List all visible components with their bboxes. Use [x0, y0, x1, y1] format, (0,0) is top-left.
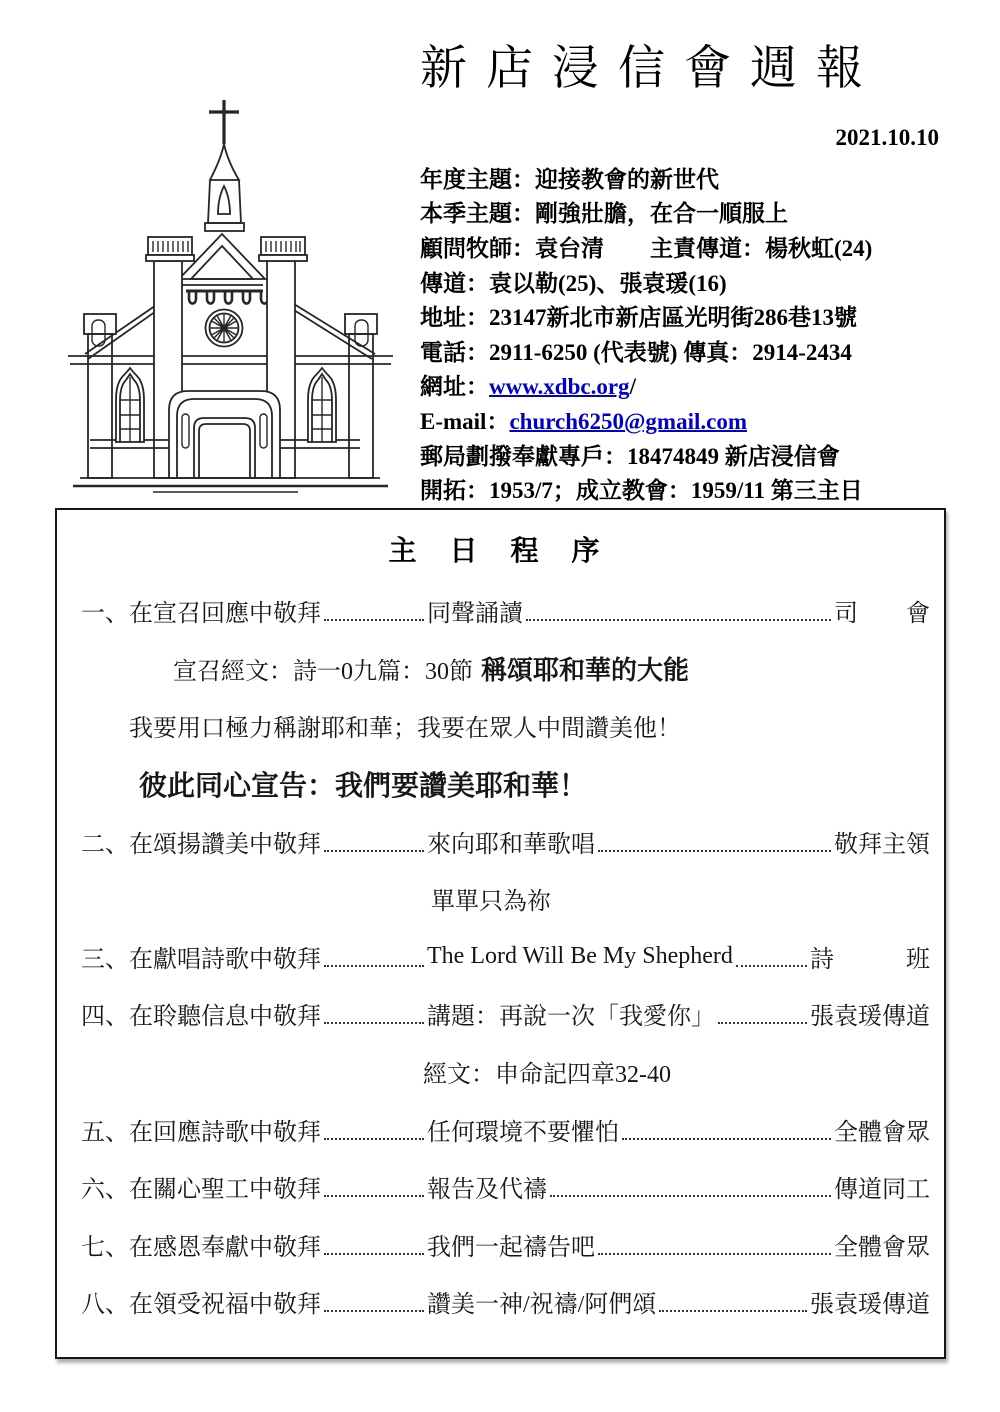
row-item: The Lord Will Be My Shepherd: [427, 942, 733, 969]
postal-line: 郵局劃撥奉獻專戶：18474849 新店浸信會: [420, 443, 840, 469]
row-who: 司 會: [834, 601, 930, 628]
call-verse-line: [81, 697, 930, 755]
row-left: 四、在聆聽信息中敬拜: [81, 1004, 321, 1031]
dotted-leader: [526, 619, 831, 621]
program-rows: [57, 582, 944, 1331]
founding-line: 開拓：1953/7；成立教會：1959/11 第三主日: [420, 478, 863, 504]
row-left: 六、在關心聖工中敬拜: [81, 1177, 321, 1204]
row-item: 報告及代禱: [427, 1177, 547, 1204]
program-row-1: [81, 582, 930, 640]
program-row-7: [81, 1216, 930, 1274]
dotted-leader: [718, 1022, 807, 1024]
dotted-leader: [550, 1195, 831, 1197]
program-row-4: [81, 985, 930, 1043]
dotted-leader: [598, 850, 831, 852]
row-left: 一、在宣召回應中敬拜: [81, 601, 321, 628]
row-who: 詩 班: [810, 946, 930, 973]
proclamation-line: [81, 755, 930, 813]
dotted-leader: [324, 619, 424, 621]
row-left: 三、在獻唱詩歌中敬拜: [81, 946, 321, 973]
email-label: E-mail：: [420, 408, 510, 434]
proclamation-text: 彼此同心宣告：我們要讚美耶和華！: [139, 770, 588, 802]
row-left: 七、在感恩奉獻中敬拜: [81, 1234, 321, 1261]
dotted-leader: [324, 850, 424, 852]
season-theme-line: 本季主題：剛強壯膽，在合一順服上: [420, 201, 788, 227]
program-title: 主 日 程 序: [388, 536, 613, 567]
church-illustration: [58, 88, 403, 503]
call-verse-text: 我要用口極力稱謝耶和華；我要在眾人中間讚美他！: [129, 716, 681, 743]
page-title: 新店浸信會週報: [420, 43, 882, 95]
row-who: 傳道同工: [834, 1177, 930, 1204]
annual-theme-line: 年度主題：迎接教會的新世代: [420, 166, 719, 192]
dotted-leader: [736, 965, 807, 967]
dotted-leader: [622, 1138, 831, 1140]
program-row-6: [81, 1158, 930, 1216]
row-left: 八、在領受祝福中敬拜: [81, 1292, 321, 1319]
dotted-leader: [324, 1138, 424, 1140]
program-row-3: [81, 928, 930, 986]
dotted-leader: [324, 965, 424, 967]
row-item: 來向耶和華歌唱: [427, 831, 595, 858]
header: [420, 40, 975, 509]
row-who: 全體會眾: [834, 1119, 930, 1146]
dotted-leader: [659, 1310, 807, 1312]
email-link[interactable]: church6250@gmail.com: [509, 408, 747, 434]
church-info-list: [420, 163, 975, 509]
row-who: 張袁瑗傳道: [810, 1004, 930, 1031]
row-item: 同聲誦讀: [427, 601, 523, 628]
website-label: 網址：: [420, 374, 489, 400]
call-scripture-title: 稱頌耶和華的大能: [481, 655, 690, 685]
row-item: 我們一起禱告吧: [427, 1234, 595, 1261]
website-link[interactable]: www.xdbc.org: [489, 374, 630, 400]
dotted-leader: [324, 1253, 424, 1255]
row-who: 張袁瑗傳道: [810, 1292, 930, 1319]
row-who: 敬拜主領: [834, 831, 930, 858]
row-item: 講題：再說一次「我愛你」: [427, 1004, 715, 1031]
row-who: 全體會眾: [834, 1234, 930, 1261]
address-line: 地址：23147新北市新店區光明街286巷13號: [420, 305, 857, 331]
call-scripture-line: [81, 640, 930, 698]
dotted-leader: [324, 1022, 424, 1024]
dotted-leader: [324, 1195, 424, 1197]
phone-line: 電話：2911-6250 (代表號) 傳真：2914-2434: [420, 339, 852, 365]
cross-icon: [209, 100, 239, 144]
sunday-program-section: [55, 508, 946, 1359]
program-row-5: [81, 1100, 930, 1158]
call-scripture-ref: 宣召經文：詩一0九篇：30節: [173, 658, 473, 685]
row-item: 任何環境不要懼怕: [427, 1119, 619, 1146]
row-left: 五、在回應詩歌中敬拜: [81, 1119, 321, 1146]
pastor-line: 顧問牧師：袁台清 主責傳道：楊秋虹(24): [420, 235, 873, 261]
issue-date: 2021.10.10: [835, 124, 939, 150]
program-row-2: [81, 812, 930, 870]
program-row-8: [81, 1273, 930, 1331]
email-line: [420, 405, 975, 440]
sermon-scripture-line: [81, 1043, 930, 1101]
hymn-subtitle-line: [81, 870, 930, 928]
website-suffix: /: [629, 374, 636, 400]
hymn-subtitle-text: 單單只為祢: [431, 889, 551, 916]
dotted-leader: [598, 1253, 831, 1255]
row-item: 讚美一神/祝禱/阿們頌: [427, 1292, 657, 1319]
minister-line: 傳道：袁以勒(25)、張袁瑗(16): [420, 270, 727, 296]
sermon-scripture-text: 經文：申命記四章32-40: [423, 1062, 671, 1089]
website-line: [420, 370, 975, 405]
row-left: 二、在頌揚讚美中敬拜: [81, 831, 321, 858]
dotted-leader: [324, 1310, 424, 1312]
